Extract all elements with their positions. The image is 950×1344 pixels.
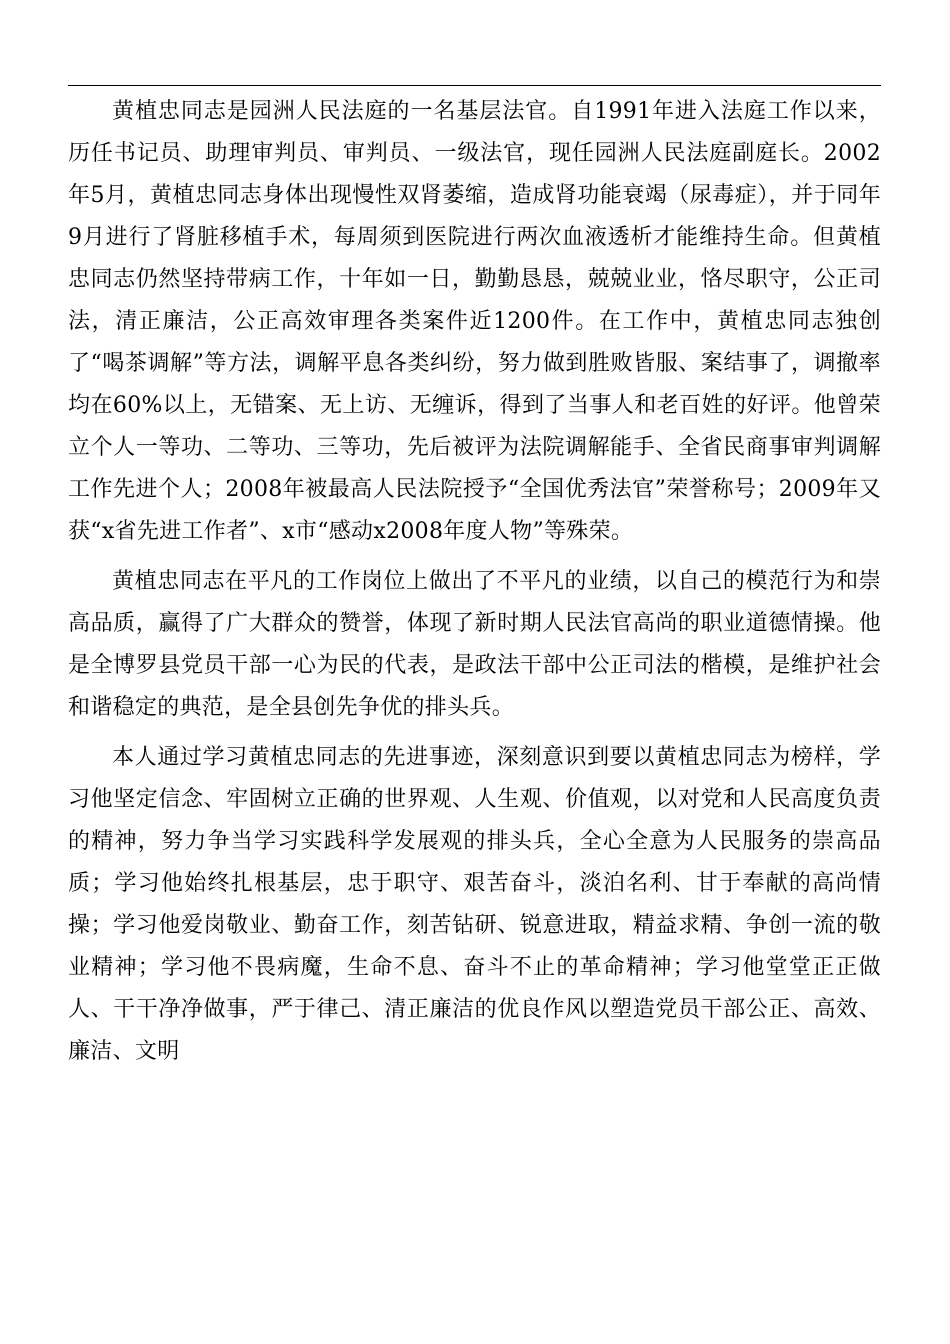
header-rule: [68, 85, 881, 86]
paragraph-2: 黄植忠同志在平凡的工作岗位上做出了不平凡的业绩，以自己的模范行为和崇高品质，赢得了广大群众的赞誉，体现了新时期人民法官高尚的职业道德情操。他是全博罗县党员干部一心为民的代表，是政法干部中公正司法的楷模，是维护社会和谐稳定的典范，是全县创先争优的排头兵。: [68, 569, 881, 720]
document-body: [68, 91, 881, 1073]
paragraph-1: 黄植忠同志是园洲人民法庭的一名基层法官。自1991年进入法庭工作以来，历任书记员、助理审判员、审判员、一级法官，现任园洲人民法庭副庭长。2002年5月，黄植忠同志身体出现慢性双肾萎缩，造成肾功能衰竭（尿毒症），并于同年9月进行了肾脏移植手术，每周须到医院进行两次血液透析才能维持生命。但黄植忠同志仍然坚持带病工作，十年如一日，勤勤恳恳，兢兢业业，恪尽职守，公正司法，清正廉洁，公正高效审理各类案件近1200件。在工作中，黄植忠同志独创了“喝茶调解”等方法，调解平息各类纠纷，努力做到胜败皆服、案结事了，调撤率均在60%以上，无错案、无上访、无缠诉，得到了当事人和老百姓的好评。他曾荣立个人一等功、二等功、三等功，先后被评为法院调解能手、全省民商事审判调解工作先进个人；2008年被最高人民法院授予“全国优秀法官”荣誉称号；2009年又获“x省先进工作者”、x市“感动x2008年度人物”等殊荣。: [68, 99, 881, 544]
paragraph-3: 本人通过学习黄植忠同志的先进事迹，深刻意识到要以黄植忠同志为榜样，学习他坚定信念、牢固树立正确的世界观、人生观、价值观，以对党和人民高度负责的精神，努力争当学习实践科学发展观的排头兵，全心全意为人民服务的崇高品质；学习他始终扎根基层，忠于职守、艰苦奋斗，淡泊名利、甘于奉献的高尚情操；学习他爱岗敬业、勤奋工作，刻苦钻研、锐意进取，精益求精、争创一流的敬业精神；学习他不畏病魔，生命不息、奋斗不止的革命精神；学习他堂堂正正做人、干干净净做事，严于律己、清正廉洁的优良作风以塑造党员干部公正、高效、廉洁、文明: [68, 745, 881, 1064]
